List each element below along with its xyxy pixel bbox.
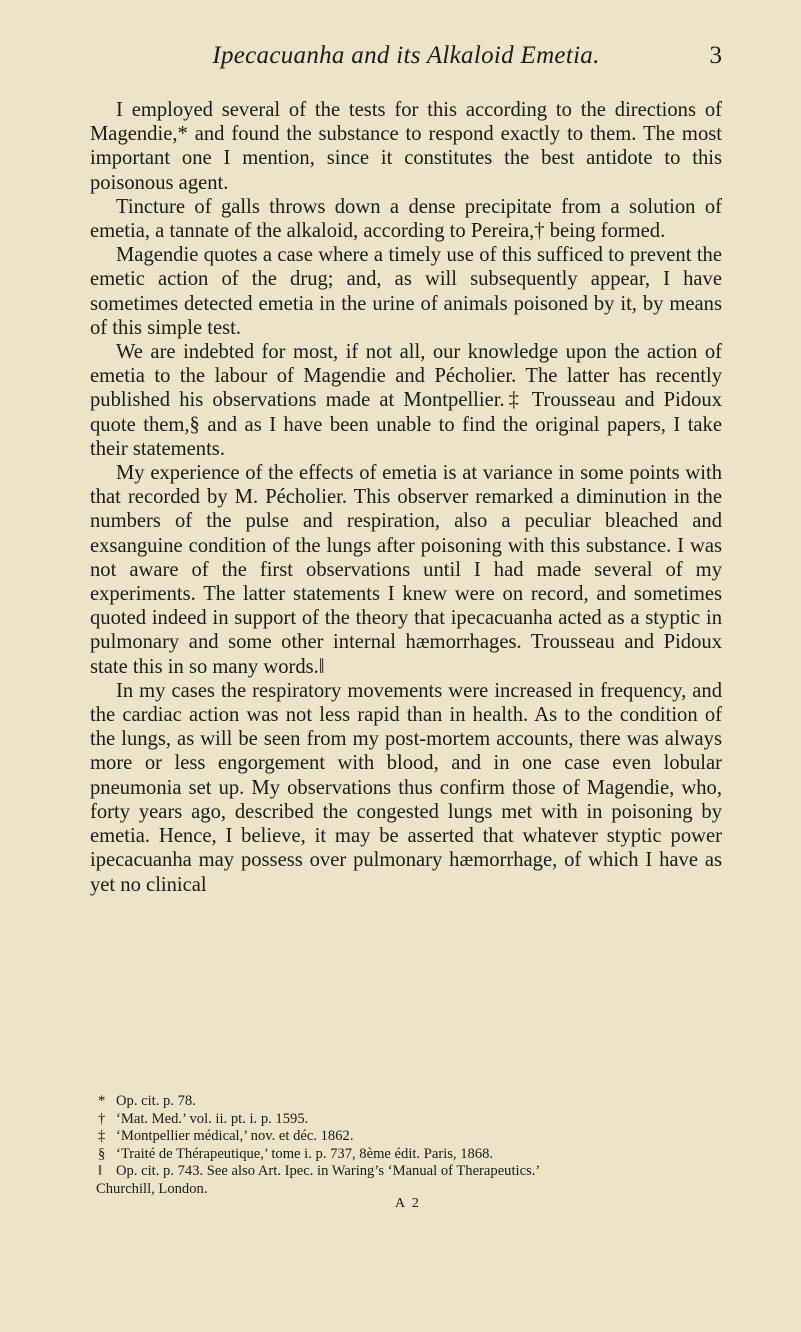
footnote-mark: † <box>98 1110 106 1127</box>
footnote <box>98 1163 728 1181</box>
running-title: Ipecacuanha and its Alkaloid Emetia. <box>212 42 600 69</box>
footnote-text: ‘Mat. Med.’ vol. ii. pt. i. p. 1595. <box>116 1110 309 1127</box>
paragraph-my-cases: In my cases the respiratory movements were increased in frequency, and the cardiac action was not less rapid than in health. As to the condition of the lungs, as will be seen from my post-mortem accounts, there was always more or less engorgement with blood, and in one case even lobular pneumonia set up. My observations thus confirm those of Magendie, who, forty years ago, described the congested lungs met with in poisoning by emetia. Hence, I believe, it may be asserted that whatever styptic power ipecacuanha may possess over pulmonary hæmorrhage, of which I have as yet no clinical <box>90 679 722 896</box>
body-text <box>90 98 722 897</box>
footnote <box>98 1128 728 1146</box>
footnote-text: Op. cit. p. 743. See also Art. Ipec. in Waring’s ‘Manual of Therapeutics.’ <box>116 1163 541 1180</box>
paragraph-tests-magendie: I employed several of the tests for this according to the directions of Magendie,* and found the substance to respond exactly to them. The most important one I mention, since it constitutes the best antidote to this poisonous agent. <box>90 99 722 194</box>
footnote <box>98 1111 728 1129</box>
page-header <box>90 42 722 78</box>
paragraph-indebted: We are indebted for most, if not all, our knowledge upon the action of emetia to the labour of Magendie and Pécholier. The latter has recently published his observations made at Montpellier.‡ Trousseau and Pidoux quote them,§ and as I have been unable to find the original papers, I take their statements. <box>90 341 722 460</box>
footnote-text: Op. cit. p. 78. <box>116 1093 196 1109</box>
signature-mark: A 2 <box>395 1196 421 1211</box>
footnotes <box>98 1093 728 1199</box>
footnote <box>98 1093 728 1111</box>
paragraph-tincture-galls: Tincture of galls throws down a dense precipitate from a solution of emetia, a tannate of the alkaloid, according to Pereira,† being formed. <box>90 195 722 243</box>
footnote-text: ‘Traité de Thérapeutique,’ tome i. p. 737, 8ème édit. Paris, 1868. <box>116 1145 494 1162</box>
paragraph-experience: My experience of the effects of emetia is at variance in some points with that recorded by M. Pécholier. This observer remarked a diminution in the numbers of the pulse and respiration, also a peculiar bleached and exsanguine condition of the lungs after poisoning with this substance. I was not aware of the first observations until I had made several of my experiments. The latter statements I knew were on record, and sometimes quoted indeed in support of the theory that ipecacuanha acted as a styptic in pulmonary and some other internal hæmorrhages. Trousseau and Pidoux state this in so many words.‖ <box>90 462 722 678</box>
page-number: 3 <box>709 42 722 69</box>
footnote-mark: ‖ <box>98 1163 103 1180</box>
footnote-continuation: Churchill, London. <box>96 1180 208 1197</box>
footnote-mark: * <box>98 1093 106 1109</box>
footnote-text: ‘Montpellier médical,’ nov. et déc. 1862. <box>116 1128 354 1145</box>
footnote <box>98 1146 728 1164</box>
paragraph-magendie-case: Magendie quotes a case where a timely use of this sufficed to prevent the emetic action of the drug; and, as will subsequently appear, I have sometimes detected emetia in the urine of animals poisoned by it, by means of this simple test. <box>90 244 722 339</box>
footnote-mark: ‡ <box>98 1128 106 1145</box>
footnote-mark: § <box>98 1145 106 1162</box>
